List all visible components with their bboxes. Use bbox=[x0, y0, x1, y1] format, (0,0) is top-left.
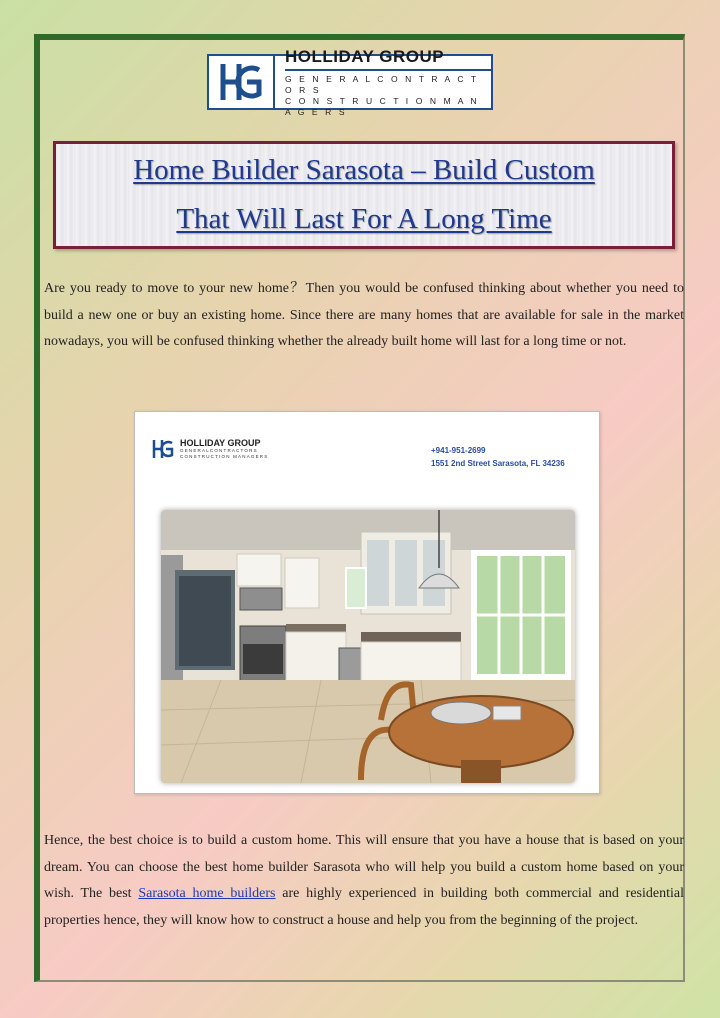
kitchen-photo bbox=[161, 510, 575, 783]
flyer-hg-monogram-icon bbox=[150, 438, 176, 460]
flyer-address: 1551 2nd Street Sarasota, FL 34236 bbox=[431, 459, 565, 468]
logo-tagline-1: G E N E R A L C O N T R A C T O R S bbox=[285, 73, 479, 95]
page-title bbox=[133, 146, 595, 244]
title-line-1: Home Builder Sarasota – Build Custom bbox=[133, 154, 595, 186]
flyer-logo bbox=[150, 438, 268, 460]
flyer-phone: +941-951-2699 bbox=[431, 446, 486, 455]
second-paragraph-text-after: are highly experienced in building both commercial and residential properties hence, they will know how to construct a house and help you from the beginning of the project. bbox=[44, 886, 684, 929]
flyer-logo-name: HOLLIDAY GROUP bbox=[180, 438, 261, 448]
intro-paragraph: Are you ready to move to your new home？Then you would be confused thinking about whether you need to build a new one or buy an existing home. Since there are many homes that are available for sale in the market nowadays, you will be confused thinking whether the already built home will last for a long time or not. bbox=[44, 281, 684, 350]
company-logo bbox=[207, 46, 493, 117]
sarasota-home-builders-link[interactable]: Sarasota home builders bbox=[138, 886, 276, 902]
flyer-contact bbox=[431, 444, 565, 470]
flyer-logo-tagline-1: GENERALCONTRACTORS bbox=[180, 448, 258, 453]
hg-monogram-icon bbox=[209, 56, 275, 108]
logo-tagline-2: C O N S T R U C T I O N M A N A G E R S bbox=[285, 95, 480, 117]
second-paragraph-text-before: Hence, the best choice is to build a custom home. This will ensure that you have a house that is based on your dream. You can choose the best home builder Sarasota who will help you build a custom home based on your wish. The best bbox=[44, 833, 684, 902]
logo-company-name: HOLLIDAY GROUP bbox=[285, 47, 491, 71]
kitchen-flyer-image bbox=[134, 411, 600, 794]
title-banner bbox=[53, 141, 675, 249]
title-line-2: That Will Last For A Long Time bbox=[176, 203, 552, 235]
flyer-logo-tagline-2: CONSTRUCTION MANAGERS bbox=[180, 454, 269, 459]
second-paragraph bbox=[44, 828, 684, 935]
